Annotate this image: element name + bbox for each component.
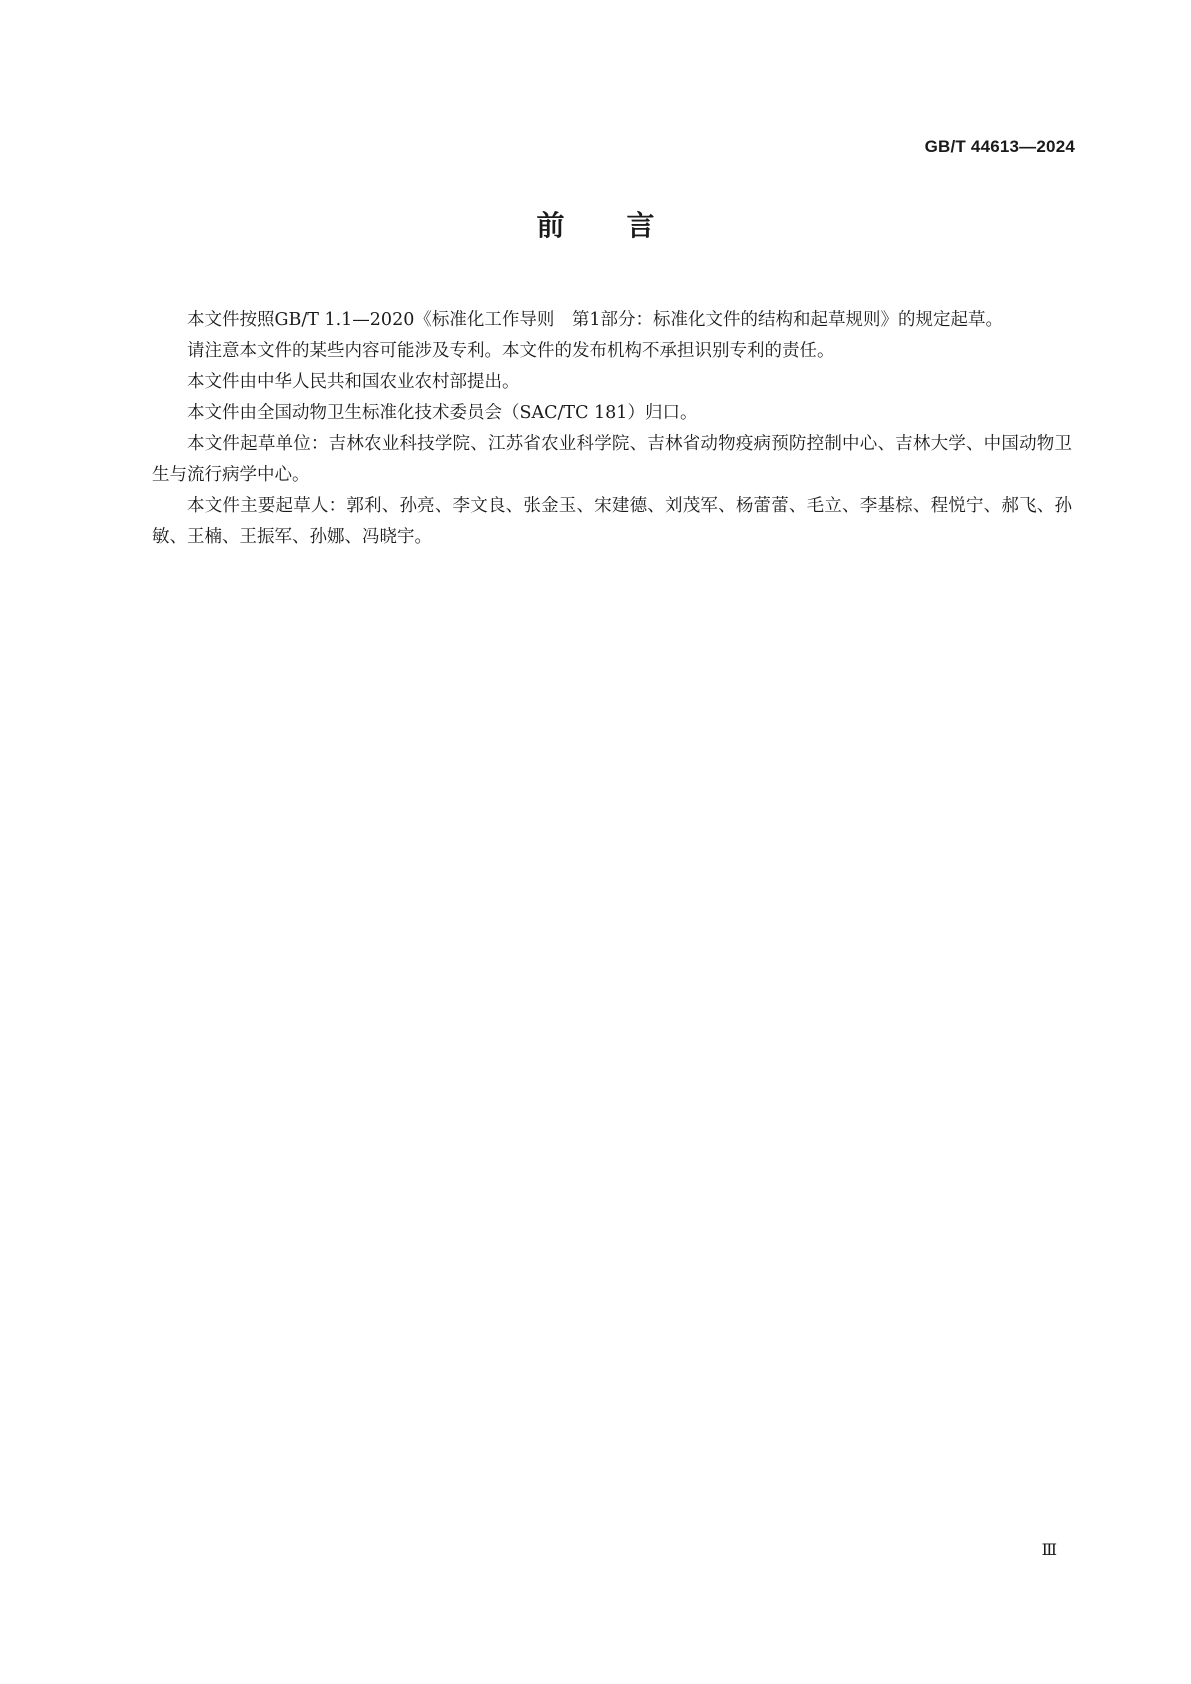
paragraph-patent-notice: 请注意本文件的某些内容可能涉及专利。本文件的发布机构不承担识别专利的责任。 (187, 341, 835, 361)
page-title: 前言 (536, 209, 717, 242)
paragraph-drafting-rules: 本文件按照GB/T 1.1—2020《标准化工作导则 第1部分：标准化文件的结构和起草规则》的规定起草。 (187, 310, 1003, 330)
paragraph-technical-committee: 本文件由全国动物卫生标准化技术委员会（SAC/TC 181）归口。 (187, 403, 698, 423)
foreword-body (152, 305, 1072, 553)
paragraph-drafting-units: 本文件起草单位：吉林农业科技学院、江苏省农业科学院、吉林省动物疫病预防控制中心、吉林大学、中国动物卫生与流行病学中心。 (152, 434, 1072, 485)
paragraph-proposer: 本文件由中华人民共和国农业农村部提出。 (187, 372, 520, 392)
page-number: Ⅲ (1041, 1540, 1057, 1559)
paragraph-drafters: 本文件主要起草人：郭利、孙亮、李文良、张金玉、宋建德、刘茂军、杨蕾蕾、毛立、李基棕、程悦宁、郝飞、孙敏、王楠、王振军、孙娜、冯晓宇。 (152, 496, 1072, 547)
standard-number: GB/T 44613—2024 (924, 137, 1075, 156)
